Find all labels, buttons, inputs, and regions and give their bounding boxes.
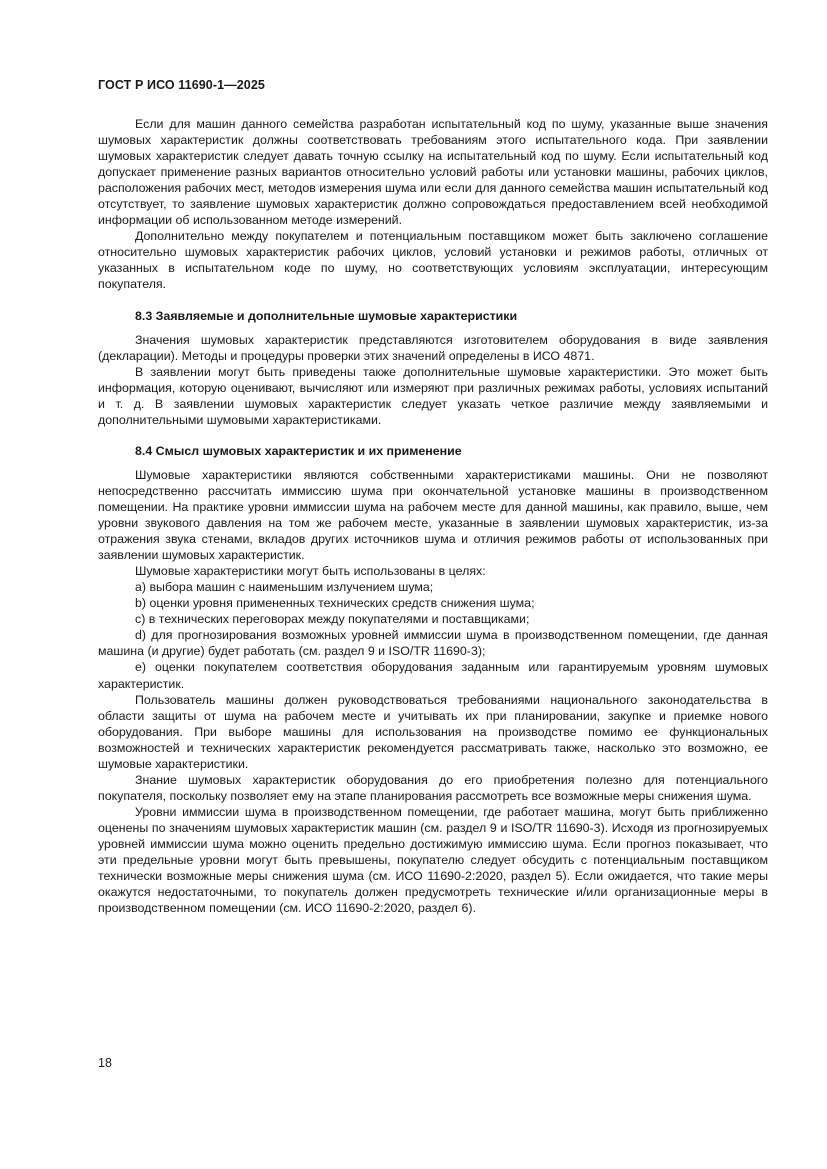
- page-body: [98, 116, 768, 916]
- paragraph: Пользователь машины должен руководствоваться требованиями национального законодательства в области защиты от шума на рабочем месте и учитывать их при планировании, закупке и приемке нового оборудования. При выборе машины для использования на производстве помимо ее функциональных возможностей и технических характеристик рекомендуется рассматривать также, насколько это возможно, ее шумовые характеристики.: [98, 692, 768, 771]
- paragraph: В заявлении могут быть приведены также дополнительные шумовые характеристики. Это может быть информация, которую оценивают, вычисляют или измеряют при различных режимах работы, условиях испытаний и т. д. В заявлении шумовых характеристик следует указать четкое различие между заявляемыми и дополнительными шумовыми характеристиками.: [98, 364, 768, 427]
- paragraph: Уровни иммиссии шума в производственном помещении, где работает машина, могут быть приближенно оценены по значениям шумовых характеристик машин (см. раздел 9 и ISO/TR 11690-3). Исходя из прогнозируемых уровней иммиссии шума можно оценить предельно достижимую иммиссию шума. Если прогноз показывает, что эти предельные уровни могут быть превышены, покупателю следует обсудить с потенциальным поставщиком технически возможные меры снижения шума (см. ИСО 11690-2:2020, раздел 5). Если ожидается, что такие меры окажутся недостаточными, то покупатель должен предусмотреть технические и/или организационные меры в производственном помещении (см. ИСО 11690-2:2020, раздел 6).: [98, 804, 768, 916]
- list-item: b) оценки уровня примененных технических средств снижения шума;: [135, 596, 535, 611]
- paragraph: Знание шумовых характеристик оборудования до его приобретения полезно для потенциального покупателя, поскольку позволяет ему на этапе планирования рассмотреть все возможные меры снижения шума.: [98, 772, 768, 803]
- paragraph: Шумовые характеристики могут быть использованы в целях:: [135, 564, 486, 579]
- paragraph: Если для машин данного семейства разработан испытательный код по шуму, указанные выше значения шумовых характеристик должны соответствовать требованиям этого испытательного кода. При заявлении шумовых характеристик следует давать точную ссылку на испытательный код по шуму. Если испытательный код допускает применение разных вариантов относительно условий работы или установки машины, рабочих циклов, расположения рабочих мест, методов измерения шума или если для данного семейства машин испытательный код отсутствует, то заявление шумовых характеристик должно сопровождаться предоставлением всей необходимой информации об использованном методе измерений.: [98, 117, 768, 228]
- spacer: [98, 293, 768, 308]
- paragraph: Дополнительно между покупателем и потенциальным поставщиком может быть заключено соглашение относительно шумовых характеристик рабочих циклов, условий установки и режимов работы, отличных от указанных в испытательном коде по шуму, но соответствующих условиям эксплуатации, интересующим покупателя.: [98, 229, 768, 292]
- section-heading-8-3: 8.3 Заявляемые и дополнительные шумовые характеристики: [135, 308, 518, 323]
- paragraph: Значения шумовых характеристик представляются изготовителем оборудования в виде заявления (декларации). Методы и процедуры проверки этих значений определены в ИСО 4871.: [98, 332, 768, 363]
- spacer: [98, 324, 768, 332]
- section-heading-8-4: 8.4 Смысл шумовых характеристик и их применение: [135, 443, 462, 458]
- page-number: 18: [98, 1056, 112, 1070]
- list-item: c) в технических переговорах между покупателями и поставщиками;: [135, 612, 530, 627]
- list-item: d) для прогнозирования возможных уровней иммиссии шума в производственном помещении, где данная машина (и другие) будет работать (см. раздел 9 и ISO/TR 11690-3);: [98, 628, 768, 659]
- document-code-header: ГОСТ Р ИСО 11690-1—2025: [98, 78, 265, 92]
- spacer: [98, 459, 768, 467]
- list-item: а) выбора машин с наименьшим излучением шума;: [135, 580, 434, 595]
- spacer: [98, 428, 768, 443]
- paragraph: Шумовые характеристики являются собственными характеристиками машины. Они не позволяют непосредственно рассчитать иммиссию шума при окончательной установке машины в производственном помещении. На практике уровни иммиссии шума на рабочем месте для данной машины, как правило, выше, чем уровни звукового давления на том же рабочем месте, указанные в заявлении шумовых характеристик, из-за отражения звука стенами, вкладов других источников шума и отличия режимов работы от использованных при заявлении шумовых характеристик.: [98, 467, 768, 563]
- list-item: e) оценки покупателем соответствия оборудования заданным или гарантируемым уровням шумовых характеристик.: [98, 660, 768, 691]
